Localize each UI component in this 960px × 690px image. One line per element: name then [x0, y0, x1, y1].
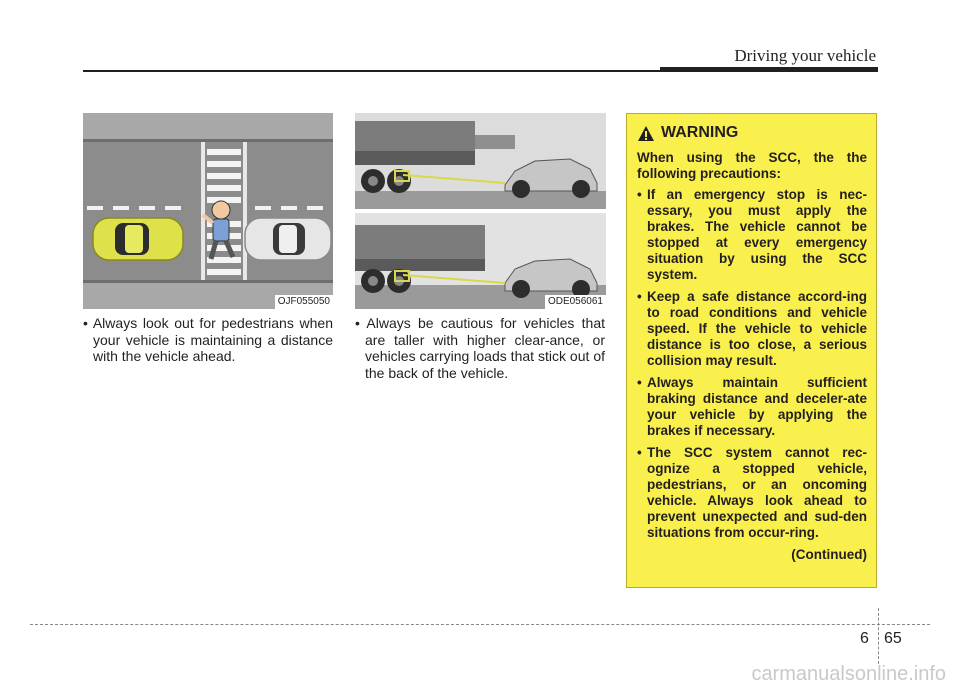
warning-title: WARNING — [661, 124, 739, 141]
warning-header — [637, 124, 738, 142]
warning-box — [626, 113, 877, 588]
truck-image — [355, 113, 606, 309]
continued-note: (Continued) — [791, 547, 867, 562]
footer-rule — [30, 624, 930, 625]
footer-divider — [878, 608, 879, 664]
warning-content — [637, 150, 867, 563]
page-number: 65 — [884, 630, 902, 647]
section-title: Driving your vehicle — [734, 46, 876, 65]
bullet-marker: • — [637, 445, 642, 460]
bullet-marker: • — [637, 187, 642, 202]
bullet-text: Always be cautious for vehicles that are taller with higher clear-ance, or vehicles carrying loads that stick out of the back of the vehicle. — [365, 315, 605, 381]
watermark: carmanualsonline.info — [751, 663, 946, 685]
warning-item-text: Always maintain sufficient braking distance and deceler-ate your vehicle by applying the brakes if necessary. — [647, 375, 867, 438]
crosswalk-illustration — [83, 113, 333, 309]
warning-item-text: Keep a safe distance accord-ing to road conditions and vehicle speed. If the vehicle to vehicle distance is too close, a serious collision may result. — [647, 289, 867, 368]
truck-clearance-illustration — [355, 113, 606, 309]
warning-icon — [637, 125, 655, 142]
warning-intro: When using the SCC, the the following precautions: — [637, 150, 867, 181]
tall-vehicle-note — [355, 315, 605, 381]
warning-item — [637, 445, 867, 541]
warning-item — [637, 375, 867, 439]
bullet-text: Always look out for pedestrians when your vehicle is maintaining a distance with the vehicle ahead. — [92, 315, 334, 364]
pedestrian-note — [83, 315, 333, 365]
bullet-marker: • — [637, 375, 642, 390]
warning-item-text: The SCC system cannot rec-ognize a stopped vehicle, pedestrians, or an oncoming vehicle. Always look ahead to prevent unexpected and sud-den situations from occur-ring. — [647, 445, 867, 540]
crosswalk-image — [83, 113, 333, 309]
figure-code: OJF055050 — [275, 295, 333, 309]
bullet-marker: • — [83, 315, 88, 331]
warning-item — [637, 187, 867, 283]
bullet-marker: • — [355, 315, 360, 331]
warning-item-text: If an emergency stop is nec-essary, you must apply the brakes. The vehicle cannot be stopped at every emergency situation by using the SCC system. — [647, 187, 867, 282]
bullet-marker: • — [637, 289, 642, 304]
header-rule-accent — [660, 67, 878, 72]
chapter-number: 6 — [860, 630, 869, 647]
warning-item — [637, 289, 867, 369]
figure-code: ODE056061 — [545, 295, 606, 309]
